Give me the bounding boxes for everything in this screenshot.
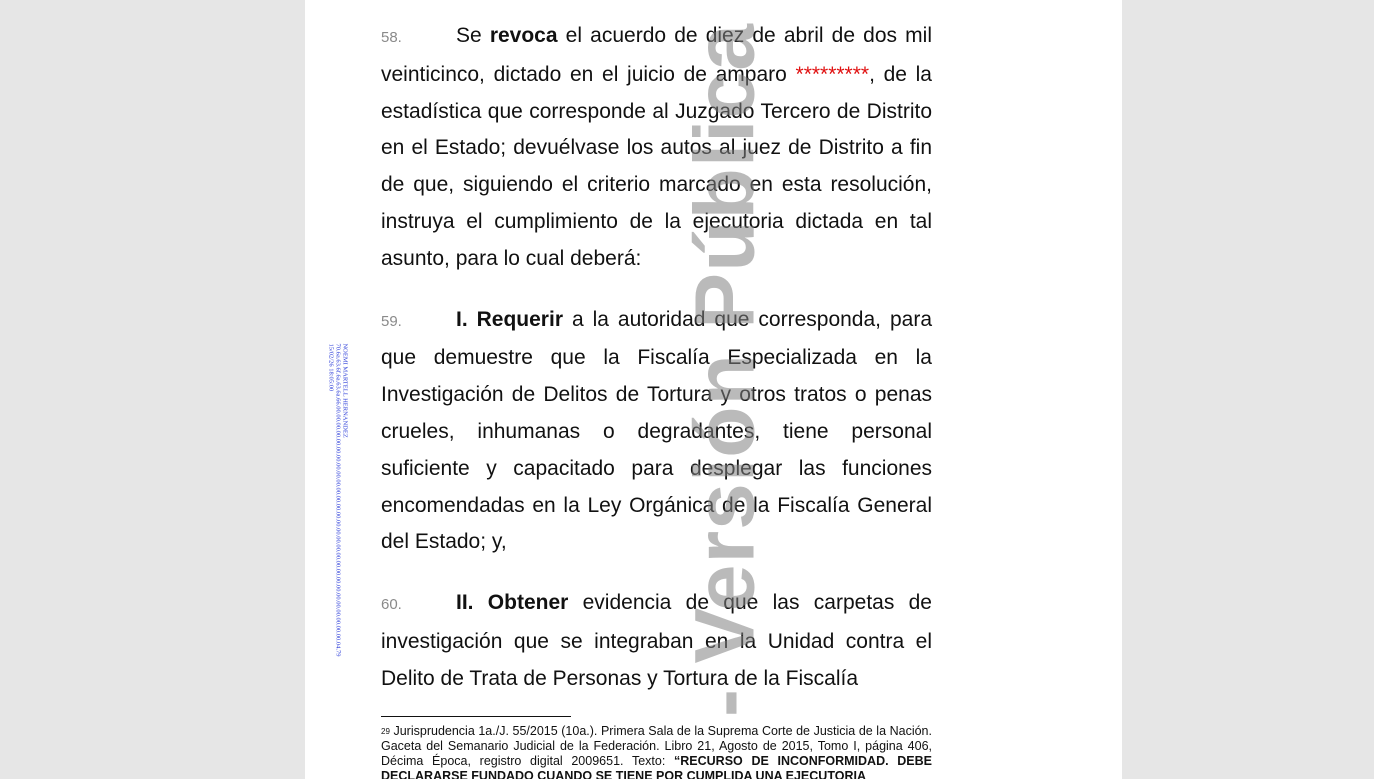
signature-line: NOEMI MARTELL HERNANDEZ xyxy=(341,343,349,438)
footnote xyxy=(381,724,932,779)
electronic-signature xyxy=(328,343,349,656)
paragraph-text: el acuerdo de diez de abril de dos mil veinticinco, dictado en el juicio de amparo xyxy=(381,24,932,86)
paragraph-number: 60. xyxy=(381,596,402,614)
footnote-marker: 29 xyxy=(381,727,390,736)
footnote-divider xyxy=(381,716,571,717)
paragraph-text: Se xyxy=(456,24,490,47)
paragraph-59 xyxy=(381,302,932,562)
paragraph-text: evidencia de que las carpetas de investigación que se integraban en la Unidad contra el Delito de Trata de Personas y Tortura de la Fiscalía xyxy=(381,591,932,690)
page-body xyxy=(381,18,932,698)
bold-text: II. Obtener xyxy=(456,591,569,615)
document-page xyxy=(305,0,1122,779)
footnote-bold-text: “RECURSO DE INCONFORMIDAD. DEBE DECLARARSE FUNDADO CUANDO SE TIENE POR CUMPLIDA UNA EJECUTORIA xyxy=(381,754,933,779)
footnote-text: Jurisprudencia 1a./J. 55/2015 (10a.). Primera Sala de la Suprema Corte de Justicia de la Nación. Gaceta del Semanario Judicial de la Federación. Libro 21, Agosto de 2015, Tomo I, página 406, Décima Época, registro digital 2009651. Texto: xyxy=(381,724,932,768)
paragraph-number: 58. xyxy=(381,29,402,46)
paragraph-58 xyxy=(381,18,932,278)
paragraph-text: , de la estadística que corresponde al Juzgado Tercero de Distrito en el Estado; devuélvase los autos al juez de Distrito a fin de que, siguiendo el criterio marcado en esta resolución, instruya el cumplimiento de la ejecutoria dictada en tal asunto, para lo cual deberá: xyxy=(381,62,932,270)
redacted-text: ********* xyxy=(795,62,870,86)
signature-line: 70.6a.63.6f.6a.63.6a.66.00.00.00.00.00.00.00.00.00.00.00.00.00.00.00.00.00.00.00.00.00.00.00.00.00.00.00.00.00.04.79 xyxy=(334,343,342,657)
signature-line: 15/02/26 18:05:00 xyxy=(327,343,335,392)
paragraph-text: a la autoridad que corresponda, para que demuestre que la Fiscalía Especializada en la Investigación de Delitos de Tortura y otros tratos o penas crueles, inhumanas o degradantes, tiene personal suficiente y capacitado para desplegar las funciones encomendadas en la Ley Orgánica de la Fiscalía General del Estado; y, xyxy=(381,307,932,554)
bold-text: revoca xyxy=(489,24,558,47)
watermark: - Versión Pública xyxy=(677,23,772,717)
paragraph-number: 59. xyxy=(381,312,402,330)
bold-text: I. Requerir xyxy=(456,307,563,331)
paragraph-60 xyxy=(381,585,932,697)
